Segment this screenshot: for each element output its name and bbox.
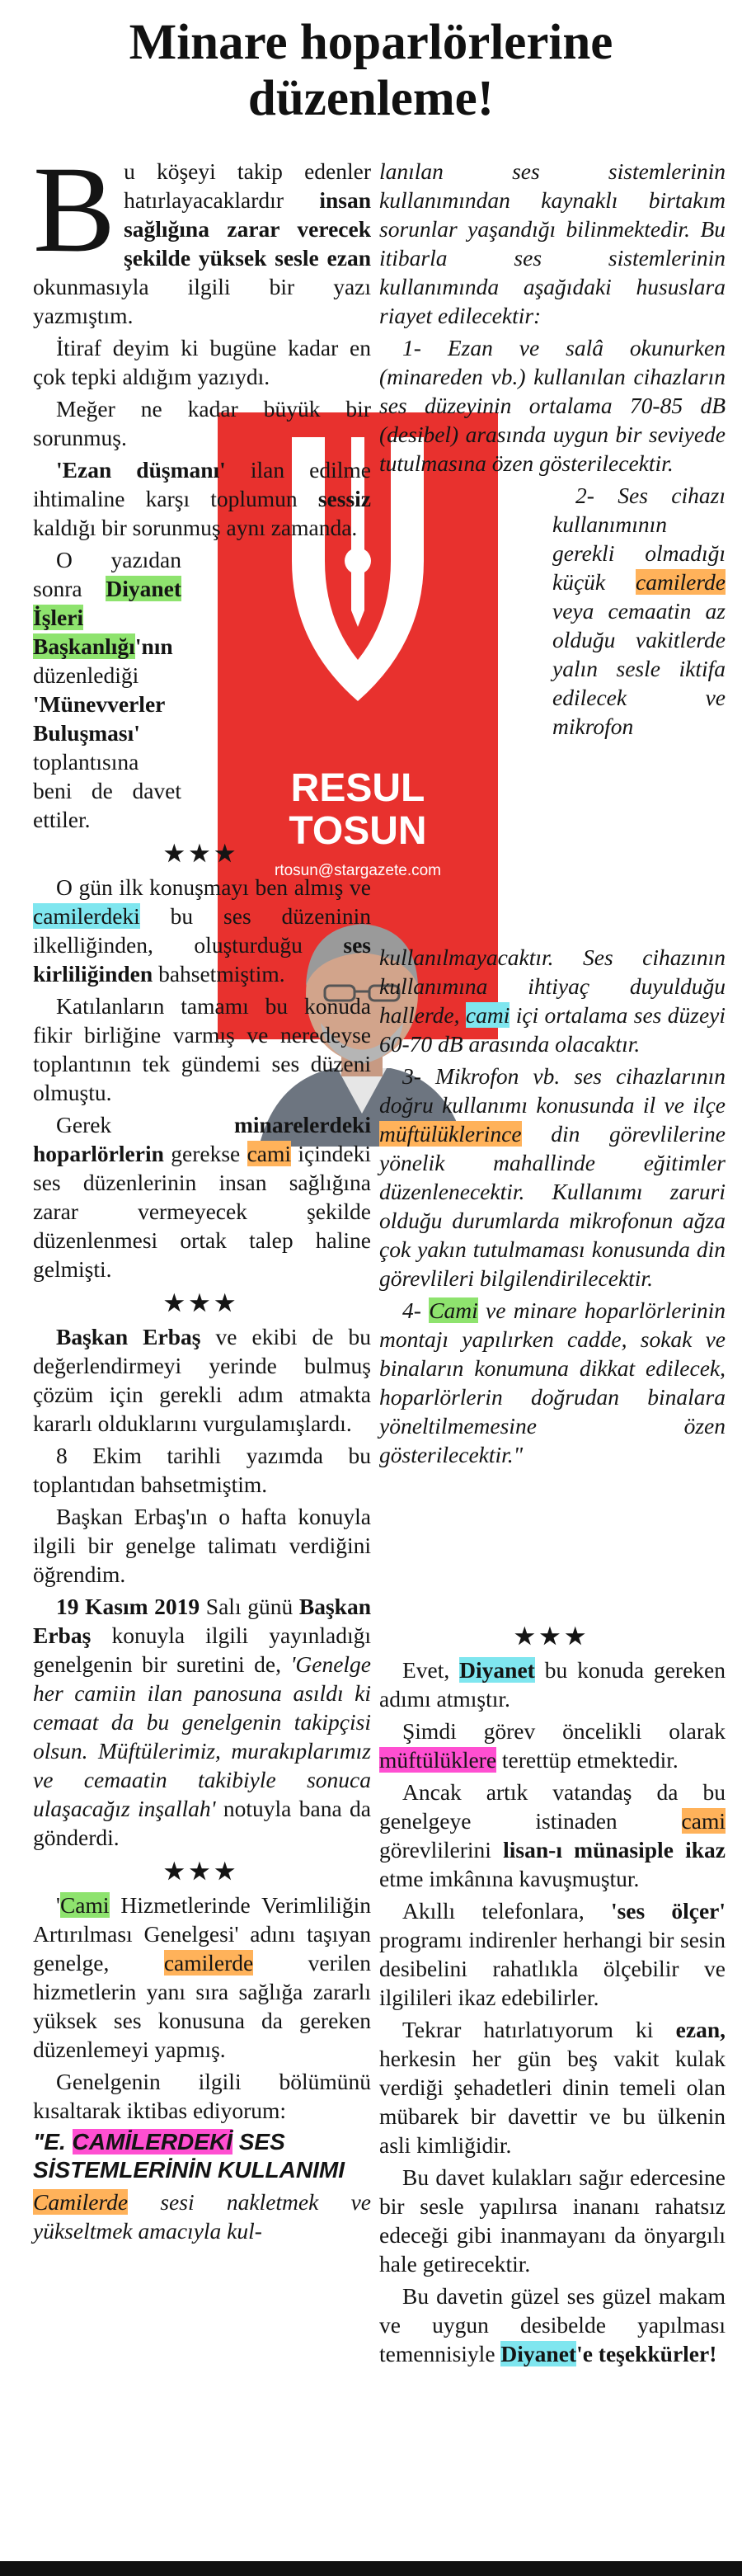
paragraph [33,1592,371,1852]
text: kaldığı bir sorunmuş aynı zamanda. [33,515,358,540]
text: 3- Mikrofon vb. ses cihazlarının doğru kullanımı konusunda il ve ilçe [379,1063,726,1118]
text: 2- Ses cihazı kullanımının gerekli olmadığı küçük [552,483,726,595]
headline-line-1: Minare hoparlörlerine [129,15,613,70]
text: SES SİSTEMLERİNİN KULLANIMI [33,2129,345,2183]
text: O gün ilk konuşmayı ben almış ve [56,874,371,900]
author-email: rtosun@stargazete.com [275,862,441,879]
text: herkesin her gün beş vakit kulak verdiği şehadetleri dinin temeli olan mübarek bir davettir ve bu ülkenin asli kimliğidir. [379,2046,726,2158]
star-divider: ★★★ [514,1623,590,1649]
text: O yazıdan sonra [33,547,181,601]
highlight: Camilerde [33,2189,129,2215]
text: Ancak artık vatandaş da bu genelgeye istinaden [379,1779,726,1834]
paragraph [33,2187,371,2245]
star-divider: ★★★ [164,1290,240,1316]
text: bahsetmiştim. [153,961,285,987]
highlight: cami [465,1002,510,1028]
highlight: Diyanet [500,2341,577,2366]
paragraph: Genelgenin ilgili bölümünü kısaltarak iktibas ediyorum: [33,2069,371,2123]
text: 'Ezan düşmanı' [56,457,226,483]
spacer [379,481,552,943]
text: din görevlilerine yönelik mahallinde eğitimler düzenlenecektir. Kullanımı zaruri olduğu durumlarda mikrofonun ağza çok yakın tutulmaması konusunda din görevlileri bilgilendirilecektir. [379,1121,726,1291]
text: sesi nakletmek ve yükseltmek amacıyla kul- [33,2189,371,2244]
text: minarelerdeki hoparlörlerin [33,1112,371,1166]
right-column [379,157,726,1472]
text: Akıllı telefonlara, [402,1898,611,1924]
text: ses kirliliğinden [33,932,371,987]
text: Başkan Erbaş [33,1594,372,1648]
text: Bu davetin güzel ses güzel makam ve uygun desibelde yapılması temennisiyle [379,2283,726,2366]
quote-subheading [33,2128,371,2184]
highlight: müftülüklere [379,1747,497,1773]
paragraph [33,455,371,542]
paragraph: 8 Ekim tarihli yazımda bu toplantıdan bahsetmiştim. [33,1443,371,1497]
text: Başkan Erbaş [56,1324,201,1349]
text: 'Münevverler Buluşması' [33,691,166,746]
paragraph: Başkan Erbaş'ın o hafta konuyla ilgili bir genelge talimatı verdiğini öğrendim. [33,1504,371,1587]
spacer [181,545,371,793]
text: 'Genelge her camiin ilan panosuna asıldı ki cemaat da bu genelgenin takipçisi olsun. Müftülerimiz, murakıplarımız ve cemaatin takibiyle sonuca ulaşacağız inşallah' [33,1651,371,1821]
text: Gerek [56,1112,234,1137]
paragraph: lanılan ses sistemlerinin kullanımından kaynaklı birtakım sorunlar yaşandığı bilinmektedir. Bu itibarla ses sistemlerinin kullanımında aşağıdaki hususlara riayet edilecektir: [379,158,726,328]
paragraph [379,2015,726,2159]
text: notuyla bana da gönderdi. [33,1796,371,1850]
author-last-name: TOSUN [289,809,427,853]
highlight: cami [681,1808,726,1834]
paragraph: Katılanların tamamı bu konuda fikir birliğine varmış ve neredeyse toplantının tek gündemi ses düzeni olmuştu. [33,993,371,1105]
paragraph: İtiraf deyim ki bugüne kadar en çok tepki aldığım yazıydı. [33,335,371,389]
text: içi ortalama ses düzeyi 60-70 dB arasında olacaktır. [379,1002,726,1057]
highlight: Cami [59,1892,110,1918]
paragraph [379,1778,726,1893]
text: okunmasıyla ilgili bir yazı yazmıştım. [33,274,371,328]
paragraph: Bu davet kulakları sağır edercesine bir sesle yapılırsa inananı rahatsız edeceği gibi inanmayanı da önyargılı hale getirecektir. [379,2164,726,2277]
bottom-rule [0,2561,742,2576]
text: ve minare hoparlörlerinin montajı yapılırken cadde, sokak ve binaların konumuna dikkat edilecek, hoparlörlerin doğrudan binalara yöneltilmemesine özen gösterilecektir." [379,1297,726,1467]
paragraph-intro [33,141,371,330]
text: ' [56,1892,60,1918]
paragraph [379,2282,726,2368]
text: ve ekibi de bu değerlendirmeyi yerinde bulmuş çözüm için gerekli adım atmakta kararlı olduklarını vurgulamışlardı. [33,1324,371,1436]
text: gerekse [163,1141,247,1166]
text: ezan, [675,2017,726,2042]
text: bu konuda gereken adımı atmıştır. [379,1657,726,1712]
paragraph [33,873,371,988]
paragraph [379,1717,726,1774]
paragraph [33,1322,371,1438]
paragraph [379,1062,726,1293]
star-divider: ★★★ [164,841,240,866]
text: konuyla ilgili yayınladığı genelgenin bir suretini de, [33,1622,371,1677]
text: terettüp etmektedir. [496,1747,679,1773]
highlight: camilerdeki [33,903,140,929]
highlight: müftülüklerince [379,1121,522,1147]
text: sessiz [317,486,371,511]
text: programı indirenler herhangi bir sesin desibelini rahatlıkla ölçebilir ve ilgilileri ikaz edebilirler. [379,1927,726,2010]
text: Salı günü [200,1594,299,1619]
text: Tekrar hatırlatıyorum ki [402,2017,676,2042]
dropcap: B [33,141,116,278]
highlight: camilerde [636,569,726,595]
headline [0,15,742,127]
highlight: Diyanet İşleri Başkanlığı [33,576,181,659]
highlight: Diyanet [459,1657,535,1683]
text: 'e teşekkürler! [576,2341,717,2366]
text: Evet, [402,1657,460,1683]
text: içindeki ses düzenlerinin insan sağlığına zarar vermeyecek şekilde düzenlenmesi ortak talep haline gelmişti. [33,1141,371,1282]
highlight: Cami [429,1297,478,1323]
highlight: camilerde [163,1950,254,1976]
paragraph: 1- Ezan ve salâ okunurken (minareden vb.) kullanılan cihazların ses düzeyinin ortalama 70-85 dB (desibel) arasında uygun bir seviyede tutulmasına özen gösterilecektir. [379,335,726,476]
text: 'nın [134,633,173,659]
paragraph [33,1891,371,2064]
paragraph [379,1655,726,1713]
text: 19 Kasım 2019 [56,1594,200,1619]
right-column-lower [379,1617,726,2371]
text: veya cemaatin az olduğu vakitlerde yalın sesle iktifa edilecek ve mikrofon kullanılmayacaktır. Ses cihazının kullanımına ihtiyaç duyulduğu hallerde, [379,598,726,1028]
text: etme imkânına kavuşmuştur. [379,1866,640,1891]
text: u köşeyi takip edenler hatırlayacaklardır [124,158,371,213]
star-divider: ★★★ [164,1858,240,1884]
text: verilen hizmetlerin yanı sıra sağlığa zararlı yüksek ses konusuna da gereken düzenlemeyi yapmış. [33,1950,371,2062]
text: 'ses ölçer' [610,1898,726,1924]
text: toplantısına beni de davet ettiler. [33,749,181,832]
highlight: CAMİLERDEKİ [72,2129,232,2155]
text: insan sağlığına zarar verecek şekilde yüksek sesle ezan [124,187,371,271]
text: lisan-ı münasiple ikaz [503,1837,726,1863]
author-first-name: RESUL [290,766,425,810]
paragraph [379,1896,726,2012]
paragraph [33,1110,371,1283]
text: 4- [402,1297,430,1323]
text: bu ses düzeninin ilkelliğinden, oluşturduğu [33,903,371,958]
highlight: cami [247,1141,292,1166]
left-column [33,141,372,2249]
text: Hizmetlerinde Verimliliğin Artırılması Genelgesi' adını taşıyan genelge, [33,1892,371,1976]
paragraph [379,1296,726,1469]
text: ilan edilme ihtimaline karşı toplumun [33,457,371,511]
text: Şimdi görev öncelikli olarak [402,1718,726,1744]
text: "E. [33,2129,73,2155]
paragraph: Meğer ne kadar büyük bir sorunmuş. [33,396,371,450]
text: görevlilerini [379,1837,504,1863]
text: düzenlediği [33,662,139,688]
headline-line-2: düzenleme! [247,71,495,126]
